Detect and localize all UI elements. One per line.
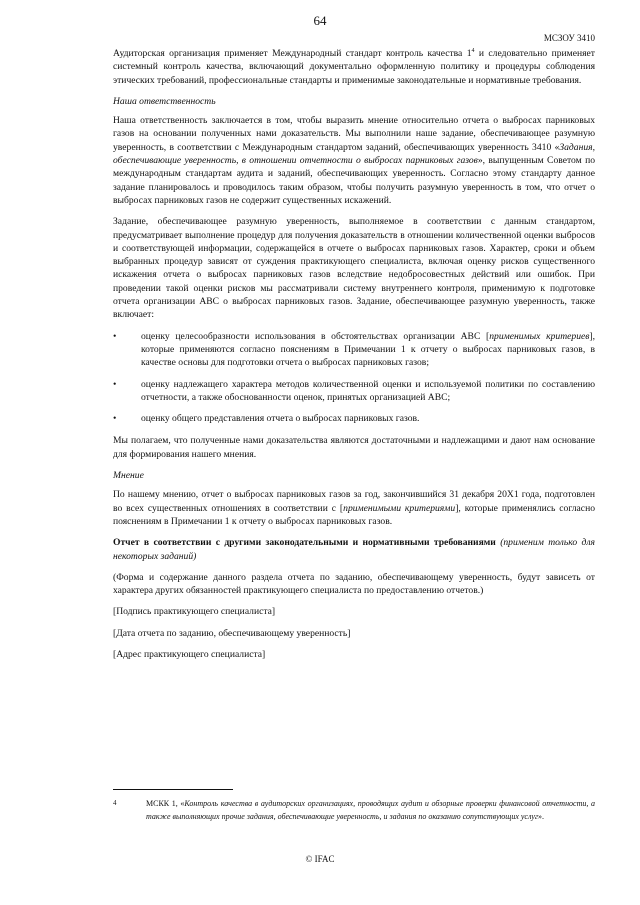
paragraph-other-requirements: (Форма и содержание данного раздела отчета по заданию, обеспечивающему уверенность, будут зависеть от характера других обязанностей практикующего специалиста по предоставлению отчетов.)	[113, 571, 595, 597]
paragraph-responsibility: Наша ответственность заключается в том, чтобы выразить мнение относительно отчета о выбросах парниковых газов на основании полученных нами доказательств. Мы выполнили наше задание, обеспечивающее разумную уверенность, в соответствии с Международным стандартом заданий, обеспечивающих уверенность 3410 «Задания, обеспечивающие уверенность, в отношении отчетности о выбросах парниковых газов», выпущенным Советом по международным стандартам аудита и заданий, обеспечивающих уверенность. Согласно этому стандарту данное задание планировалось и проводилось таким образом, чтобы получить разумную уверенность в том, что отчет о выбросах парниковых газов не содержит существенных искажений.	[113, 115, 595, 206]
document-body	[113, 47, 595, 669]
procedure-list	[113, 330, 595, 426]
paragraph-opinion: По нашему мнению, отчет о выбросах парниковых газов за год, закончившийся 31 декабря 20X1 года, подготовлен во всех существенных отношениях в соответствии с [применимыми критериями], которые применялись согласно пояснениям в Примечании 1 к отчету о выбросах парниковых газов.	[113, 489, 595, 527]
date-placeholder: [Дата отчета по заданию, обеспечивающему уверенность]	[113, 627, 351, 639]
signature-placeholder: [Подпись практикующего специалиста]	[113, 606, 276, 618]
list-item: • оценку целесообразности использования в обстоятельствах организации ABC [применимых критериев], которые применяются согласно пояснениям в Примечании 1 к отчету о выбросах парниковых газов, в качестве основы для подготовки отчета о выбросах парниковых газов;	[113, 330, 596, 369]
bullet-icon: •	[113, 413, 117, 425]
heading-responsibility: Наша ответственность	[113, 95, 216, 107]
heading-opinion: Мнение	[113, 470, 144, 482]
paragraph-evidence: Мы полагаем, что полученные нами доказательства являются достаточными и надлежащими и дают нам основание для формирования нашего мнения.	[113, 435, 595, 460]
paragraph-procedures: Задание, обеспечивающее разумную уверенность, выполняемое в соответствии с данным стандартом, предусматривает выполнение процедур для получения доказательств в отношении количественной оценки выбросов и соответствующей информации, содержащейся в отчете о выбросах парниковых газов. Характер, сроки и объем выбранных процедур зависят от суждения практикующего специалиста, включая оценку рисков существенного искажения отчета о выбросах парниковых газов вследствие недобросовестных действий или ошибок. При проведении такой оценки рисков мы рассматривали систему внутреннего контроля, применимую к подготовке отчета организации ABC о выбросах парниковых газов. Задание, обеспечивающее разумную уверенность, также включает:	[113, 216, 595, 321]
footnote-text: МСКК 1, «Контроль качества в аудиторских организациях, проводящих аудит и обзорные проверки финансовой отчетности, а также выполняющих прочие задания, обеспечивающие уверенность, и задания по оказанию сопутствующих услуг».	[146, 799, 595, 821]
page-number: 64	[313, 13, 327, 28]
bullet-icon: •	[113, 378, 117, 390]
copyright: © IFAC	[305, 854, 335, 864]
footnote-ref: 4	[471, 47, 475, 54]
address-placeholder: [Адрес практикующего специалиста]	[113, 648, 266, 660]
heading-other-requirements: Отчет в соответствии с другими законодательными и нормативными требованиями (применим только для некоторых заданий)	[113, 537, 595, 562]
footnote	[113, 797, 595, 823]
bullet-icon: •	[113, 330, 117, 342]
footnote-separator	[113, 789, 233, 790]
paragraph-quality-control: Аудиторская организация применяет Международный стандарт контроль качества $1^4$ и следовательно применяет системный контроль качества, включающий документально оформленную политику и процедуры соблюдения этических требований, профессиональные стандарты и применимые законодательные и нормативные требования.	[113, 47, 595, 86]
footnote-mark: 4	[113, 799, 117, 807]
list-item: • оценку надлежащего характера методов количественной оценки и используемой политики по составлению отчетности, а также обоснованности оценок, принятых организацией ABC;	[113, 378, 595, 403]
document-code: МСЗОУ 3410	[543, 33, 595, 43]
list-item: • оценку общего представления отчета о выбросах парниковых газов.	[113, 413, 420, 425]
